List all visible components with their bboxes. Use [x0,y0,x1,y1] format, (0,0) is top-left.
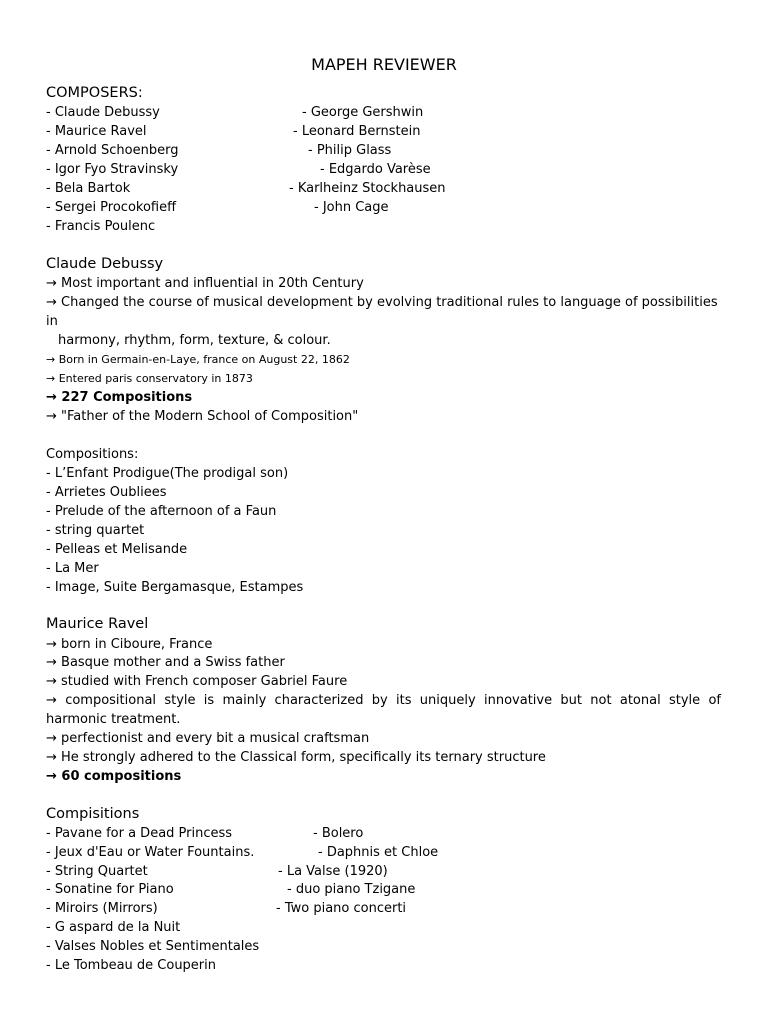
composer-right-item: - John Cage [314,200,389,215]
debussy-composition: - Arrietes Oubliees [46,485,167,500]
ravel-line: → born in Ciboure, France [46,637,213,652]
document-title: MAPEH REVIEWER [311,55,457,74]
ravel-composition-left: - Valses Nobles et Sentimentales [46,939,260,954]
ravel-composition-right: - Two piano concerti [276,901,407,916]
debussy-line: in [46,314,58,329]
ravel-composition-right: - Daphnis et Chloe [318,845,439,860]
ravel-composition-left: - Sonatine for Piano [46,882,174,897]
ravel-count: → 60 compositions [46,769,182,784]
composer-left-item: - Arnold Schoenberg [46,143,179,158]
debussy-composition: - Image, Suite Bergamasque, Estampes [46,580,304,595]
ravel-composition-right: - duo piano Tzigane [287,882,416,897]
composer-left-item: - Sergei Procokofieff [46,200,177,215]
debussy-born: → Born in Germain-en-Laye, france on August 22, 1862 [46,353,350,366]
ravel-compositions-heading: Compisitions [46,806,140,822]
ravel-composition-left: - String Quartet [46,864,148,879]
ravel-heading: Maurice Ravel [46,616,149,632]
ravel-composition-left: - G aspard de la Nuit [46,920,181,935]
composer-left-item: - Bela Bartok [46,181,131,196]
debussy-heading: Claude Debussy [46,256,164,272]
debussy-count: → 227 Compositions [46,390,193,405]
ravel-line: → He strongly adhered to the Classical form, specifically its ternary structure [46,750,546,765]
composer-right-item: - George Gershwin [302,105,424,120]
debussy-composition: - La Mer [46,561,99,576]
composers-heading: COMPOSERS: [46,85,143,101]
debussy-composition: - L’Enfant Prodigue(The prodigal son) [46,466,289,481]
debussy-composition: - Pelleas et Melisande [46,542,188,557]
ravel-composition-left: - Jeux d'Eau or Water Fountains. [46,845,255,860]
debussy-entered: → Entered paris conservatory in 1873 [46,372,253,385]
ravel-line: → perfectionist and every bit a musical craftsman [46,731,370,746]
ravel-composition-left: - Pavane for a Dead Princess [46,826,233,841]
ravel-composition-right: - La Valse (1920) [278,864,388,879]
debussy-father: → "Father of the Modern School of Composition" [46,409,359,424]
debussy-line: → Changed the course of musical development by evolving traditional rules to language of possibilities [46,295,718,310]
debussy-line: harmony, rhythm, form, texture, & colour. [58,333,331,348]
debussy-line: → Most important and influential in 20th Century [46,276,364,291]
ravel-composition-left: - Miroirs (Mirrors) [46,901,158,916]
ravel-composition-right: - Bolero [313,826,364,841]
ravel-composition-left: - Le Tombeau de Couperin [46,958,217,973]
ravel-line: → Basque mother and a Swiss father [46,655,285,670]
composer-left-item: - Claude Debussy [46,105,160,120]
ravel-line: → studied with French composer Gabriel Faure [46,674,348,689]
composer-right-item: - Edgardo Varèse [320,162,431,177]
debussy-composition: - string quartet [46,523,145,538]
composer-left-item: - Maurice Ravel [46,124,147,139]
debussy-composition: - Prelude of the afternoon of a Faun [46,504,277,519]
composer-left-item: - Igor Fyo Stravinsky [46,162,179,177]
composer-right-item: - Philip Glass [308,143,392,158]
ravel-line: harmonic treatment. [46,712,181,727]
debussy-compositions-heading: Compositions: [46,447,139,462]
composer-left-item: - Francis Poulenc [46,219,156,234]
composer-right-item: - Karlheinz Stockhausen [289,181,446,196]
ravel-line: → compositional style is mainly characterized by its uniquely innovative but not atonal style of [46,693,721,708]
composer-right-item: - Leonard Bernstein [293,124,421,139]
